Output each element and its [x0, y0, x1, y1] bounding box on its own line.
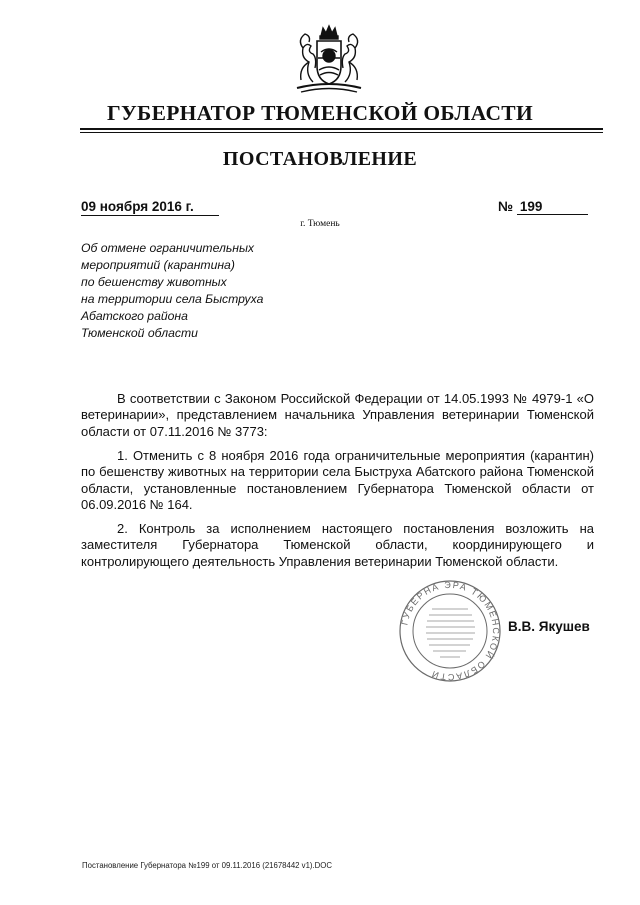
- footer-file-reference: Постановление Губернатора №199 от 09.11.2016 (21678442 v1).DOC: [82, 861, 333, 870]
- document-number: [498, 199, 588, 215]
- header-rule-thick: [80, 128, 603, 130]
- subject-line: на территории села Быструха: [81, 292, 264, 307]
- tyumen-coat-of-arms-icon: [283, 22, 375, 96]
- document-city: г. Тюмень: [300, 219, 340, 229]
- header-rule-thin: [80, 132, 603, 133]
- subject-line: Тюменской области: [81, 326, 198, 341]
- clause-1-paragraph: 1. Отменить с 8 ноября 2016 года ограничительные мероприятия (карантин) по бешенству животных на территории села Быструха Абатского района Тюменской области, установленные постановлением Губернатора Тюменской области от 06.09.2016 № 164.: [81, 448, 594, 512]
- electronic-signature-seal-icon: [398, 579, 502, 683]
- number-value: 199: [517, 199, 588, 215]
- subject-line: по бешенству животных: [81, 275, 227, 290]
- document-subject: [81, 240, 263, 343]
- subject-line: Абатского района: [81, 309, 188, 324]
- number-prefix: №: [498, 199, 514, 214]
- preamble-paragraph: В соответствии с Законом Российской Федерации от 14.05.1993 № 4979-1 «О ветеринарии», представлением начальника Управления ветеринарии Тюменской области от 07.11.2016 № 3773:: [81, 391, 594, 439]
- document-date: 09 ноября 2016 г.: [81, 199, 219, 216]
- document-type-heading: ПОСТАНОВЛЕНИЕ: [222, 148, 418, 170]
- subject-line: мероприятий (карантина): [81, 258, 235, 273]
- signer-name: В.В. Якушев: [508, 619, 590, 634]
- subject-line: Об отмене ограничительных: [81, 241, 255, 255]
- organization-title: ГУБЕРНАТОР ТЮМЕНСКОЙ ОБЛАСТИ: [107, 101, 533, 125]
- seal-ring-text: ГУБЕРНА ЭРА ТЮМЕНСКОЙ ОБЛАСТИ: [399, 579, 502, 683]
- clause-2-paragraph: 2. Контроль за исполнением настоящего постановления возложить на заместителя Губернатора Тюменской области, координирующего и контролирующего деятельность Управления ветеринарии Тюменской области.: [81, 521, 594, 569]
